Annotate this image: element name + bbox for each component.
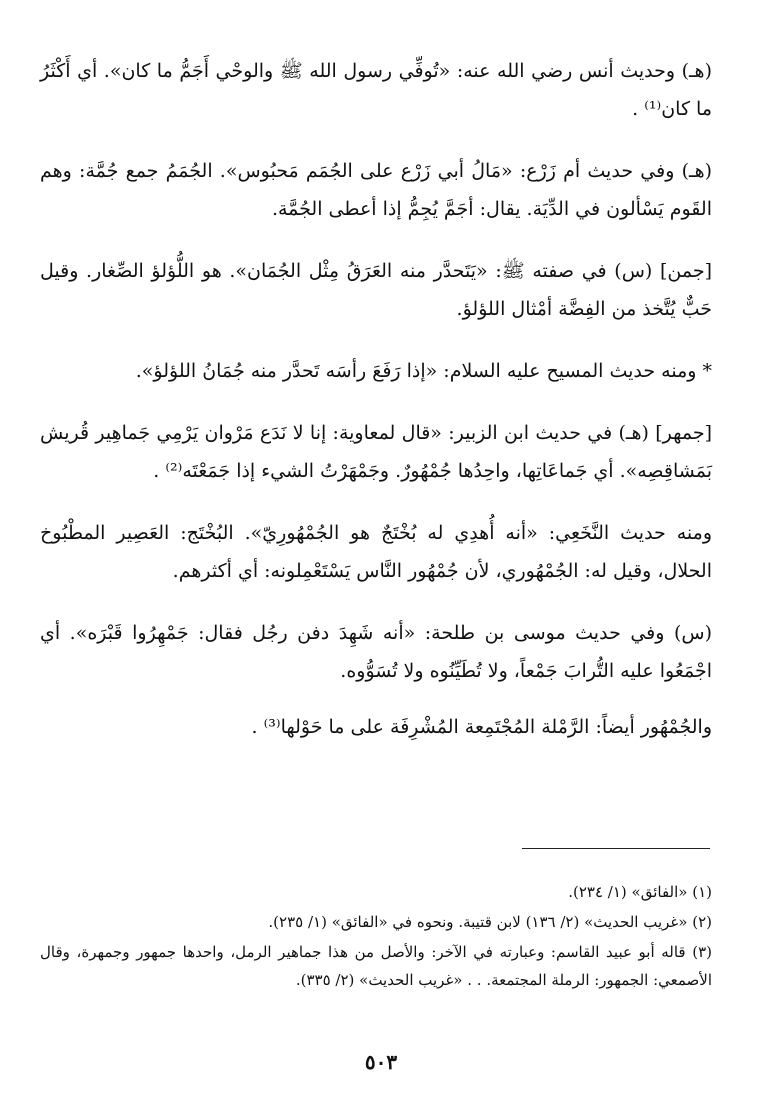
paragraph-musa-talha: (س) وفي حديث موسى بن طلحة: «أنه شَهِدَ دفن رجُل فقال: جَمْهِرُوا قَبْرَه». أي اجْمَعُوا عليه التُّرابَ جَمْعاً، ولا تُطَيِّنُوه ولا تُسَوُّوه. xyxy=(40,622,712,682)
footnote-3: (٣) قاله أبو عبيد القاسم: وعبارته في الآخر: والأصل من هذا جماهير الرمل، واحدها جمهور وجمهرة، وقال الأصمعي: الجمهور: الرملة المجتمعة. . . «غريب الحديث» (٢/ ٣٣٥). xyxy=(40,943,712,989)
paragraph-jumhur-sand: والجُمْهُور أيضاً: الرَّمْلة المُجْتَمِعة المُشْرِفَة على ما حَوْلها⁽³⁾ . xyxy=(251,716,712,738)
footnote-2: (٢) «غريب الحديث» (٢/ ١٣٦) لابن قتيبة. ونحوه في «الفائق» (١/ ٢٣٥). xyxy=(268,913,712,931)
paragraph-nakhai: ومنه حديث النَّخَعِي: «أنه أُهدِي له بُخْتَجٌ هو الجُمْهُورِيّ». البُخْتَج: العَصِير المطْبُوخ الحلال، وقيل له: الجُمْهُوري، لأن جُمْهُور النَّاس يَسْتَعْمِلونه: أي أكثرهم. xyxy=(40,522,712,582)
main-text xyxy=(40,52,712,770)
paragraph-umm-zar: (هـ) وفي حديث أم زَرْع: «مَالُ أبي زَرْع على الجُمَم مَحبُوس». الجُمَمُ جمع جُمَّة: وهم القَوم يَسْألون في الدِّيَة. يقال: أجَمَّ يُجِمُّ إذا أعطى الجُمَّة. xyxy=(40,160,712,220)
footnotes xyxy=(40,878,712,996)
paragraph-jamm-anas: (هـ) وحديث أنس رضي الله عنه: «تُوفِّي رسول الله ﷺ والوحْي أَجَمُّ ما كان». أي أَكْثَرُ ما كان⁽¹⁾ . xyxy=(40,60,712,120)
footnote-divider xyxy=(522,848,710,849)
footnote-1: (١) «الفائق» (١/ ٢٣٤). xyxy=(568,883,712,901)
paragraph-masih: * ومنه حديث المسيح عليه السلام: «إذا رَفَعَ رأسَه تَحدَّر منه جُمَانُ اللؤلؤ». xyxy=(135,360,712,382)
page-number: ٥٠٣ xyxy=(364,1050,398,1074)
paragraph-jumhur: [جمهر] (هـ) في حديث ابن الزبير: «قال لمعاوية: إنا لا نَدَع مَرْوان يَرْمِي جَماهِير قُريش بَمَشاقِصِه». أي جَماعَاتِها، واحِدُها جُمْهُورٌ. وجَمْهَرْتُ الشيء إذا جَمَعْتَه⁽²⁾ . xyxy=(40,422,712,482)
paragraph-juman: [جمن] (س) في صفته ﷺ: «يَتَحدَّر منه العَرَقُ مِثْل الجُمَان». هو اللُّؤلؤ الصِّغار. وقيل حَبٌّ يُتَّخذ من الفِضَّة أمْثال اللؤلؤ. xyxy=(40,260,712,320)
